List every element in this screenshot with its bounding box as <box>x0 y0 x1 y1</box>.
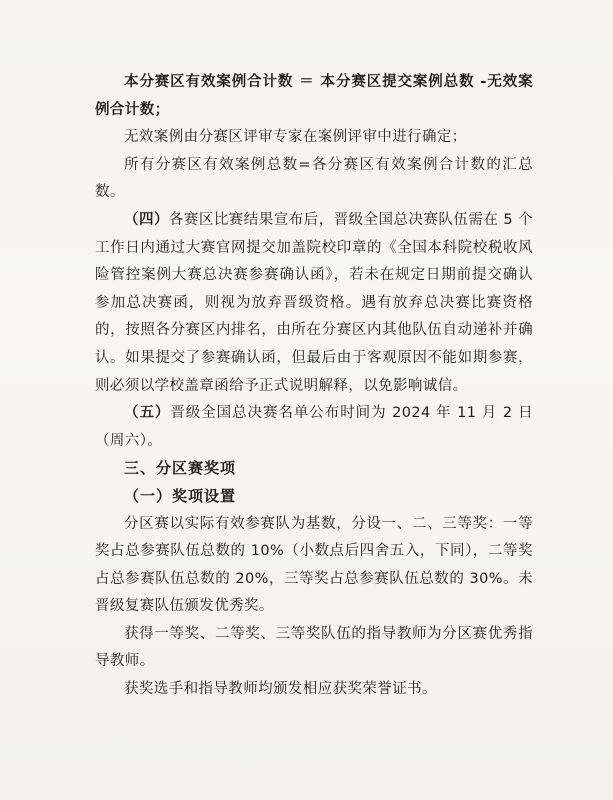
subsection-heading-award-setup: （一）奖项设置 <box>124 486 237 505</box>
paragraph-item-four <box>95 207 533 400</box>
paragraph-item-five <box>95 400 533 455</box>
item-four-text: 各赛区比赛结果宣布后，晋级全国总决赛队伍需在 5 个工作日内通过大赛官网提交加盖院校印章的《全国本科院校税收风险管控案例大赛总决赛参赛确认函》，若未在规定日期前提交确认参加总决赛函，则视为放弃晋级资格。遇有放弃总决赛比赛资格的，按照各分赛区内排名，由所在分赛区内其他队伍自动递补并确认。如果提交了参赛确认函，但最后由于客观原因不能如期参赛，则必须以学校盖章函给予正式说明解释，以免影响诚信。 <box>95 211 533 394</box>
section-heading-awards: 三、分区赛奖项 <box>124 459 237 478</box>
paragraph-invalid-case-rule: 无效案例由分赛区评审专家在案例评审中进行确定； <box>124 129 467 146</box>
paragraph-award-ratios: 分区赛以实际有效参赛队为基数，分设一、二、三等奖：一等奖占总参赛队伍总数的 10%（小数点后四舍五入，下同），二等奖占总参赛队伍总数的 20%，三等奖占总参赛队伍总数的 30%。未晋级复赛队伍颁发优秀奖。 <box>95 515 533 615</box>
item-five-label: （五） <box>124 405 171 422</box>
item-four-label: （四） <box>124 211 169 228</box>
paragraph-instructor-award: 获得一等奖、二等奖、三等奖队伍的指导教师为分区赛优秀指导教师。 <box>95 625 533 670</box>
paragraph-total-valid-cases: 所有分赛区有效案例总数=各分赛区有效案例合计数的汇总数。 <box>95 156 533 201</box>
paragraph-valid-case-formula: 本分赛区有效案例合计数 ＝ 本分赛区提交案例总数 -无效案例合计数； <box>95 74 533 118</box>
document-body <box>95 69 533 704</box>
item-five-text: 晋级全国总决赛名单公布时间为 2024 年 11 月 2 日（周六）。 <box>95 405 533 449</box>
paragraph-certificates: 获奖选手和指导教师均颁发相应获奖荣誉证书。 <box>124 681 437 698</box>
